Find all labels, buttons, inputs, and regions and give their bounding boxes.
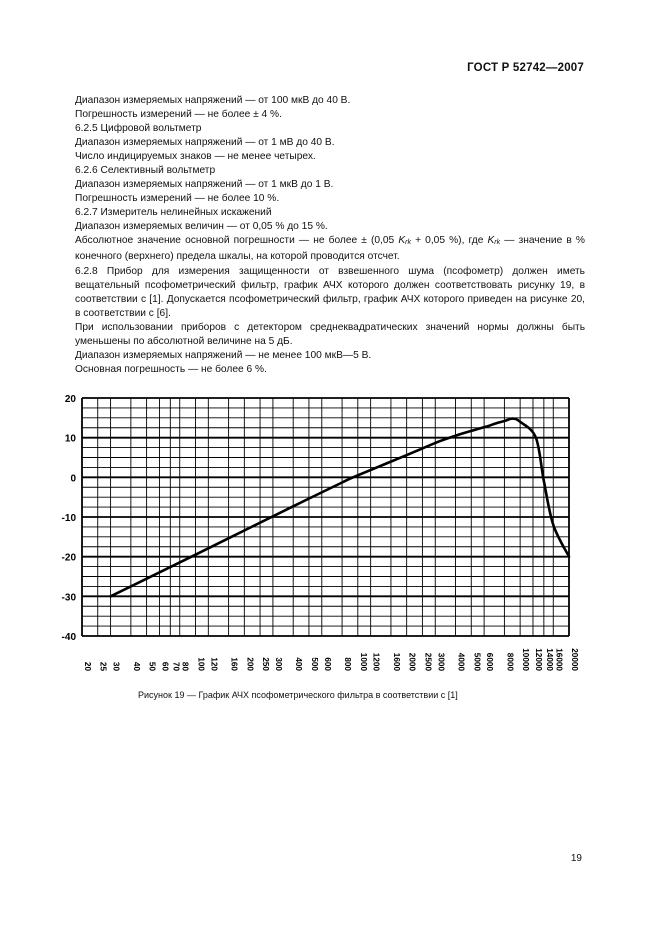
text-fragment: + 0,05 %), где [410,235,488,246]
symbol-subscript: rk [494,239,501,246]
document-header: ГОСТ Р 52742—2007 [467,62,584,74]
x-tick-label: 20000 [570,648,579,671]
x-tick-label: 80 [180,661,190,671]
x-tick-label: 3000 [436,652,446,671]
text-fragment: Абсолютное значение основной погрешности — не более ± (0,05 [75,235,399,246]
x-tick-label: 4000 [456,652,466,671]
x-tick-label: 16000 [554,648,564,671]
paragraph: Диапазон измеряемых напряжений — от 1 мВ до 40 В. [75,137,335,148]
x-tick-label: 1000 [358,652,368,671]
paragraph: Диапазон измеряемых напряжений — не менее 100 мкВ—5 В. [75,350,372,361]
paragraph: Диапазон измеряемых напряжений — от 100 мкВ до 40 В. [75,95,351,106]
section-heading: 6.2.6 Селективный вольтметр [75,165,216,176]
x-tick-label: 30 [111,661,121,671]
x-tick-label: 300 [273,657,283,671]
x-tick-label: 2500 [423,652,433,671]
x-tick-label: 400 [294,657,304,671]
x-tick-label: 250 [261,657,271,671]
paragraph-abs-error [75,234,585,264]
x-tick-label: 25 [98,661,108,671]
x-tick-label: 10000 [521,648,531,671]
x-tick-label: 200 [245,657,255,671]
x-tick-label: 40 [131,661,141,671]
y-tick-label: -10 [61,513,76,524]
paragraph: Диапазон измеряемых величин — от 0,05 % до 15 %. [75,221,328,232]
x-tick-label: 800 [343,657,353,671]
x-tick-label: 2000 [407,652,417,671]
y-tick-label: 10 [64,433,76,445]
section-heading: 6.2.5 Цифровой вольтметр [75,123,202,134]
x-tick-label: 60 [160,661,170,671]
frequency-response-chart [0,388,661,688]
x-tick-label: 5000 [472,652,482,671]
paragraph: Основная погрешность — не более 6 %. [75,364,267,375]
paragraph: Погрешность измерений — не более ± 4 %. [75,109,282,120]
x-tick-label: 500 [309,657,319,671]
y-tick-label: 20 [64,394,76,405]
x-tick-label: 8000 [505,652,515,671]
symbol-subscript: rk [405,239,411,246]
x-tick-label: 6000 [485,652,495,671]
paragraph: Число индицируемых знаков — не менее четырех. [75,151,316,162]
body-text [75,94,585,377]
x-tick-label: 120 [209,657,219,671]
y-tick-label: -20 [61,552,76,564]
x-tick-label: 70 [171,661,181,671]
paragraph: Погрешность измерений — не более 10 %. [75,193,280,204]
figure-caption: Рисунок 19 — График АЧХ псофометрического фильтра в соответствии с [1] [138,690,458,700]
x-tick-label: 100 [196,657,206,671]
x-tick-label: 12000 [533,648,543,671]
page-number: 19 [570,853,582,864]
x-tick-label: 50 [147,661,157,671]
x-tick-label: 160 [229,657,239,671]
symbol-k: K [398,235,406,246]
y-tick-label: -40 [61,632,76,643]
paragraph-rms: При использовании приборов с детектором среднеквадратических значений нормы должны быть уменьшены по абсолютной величине на 5 дБ. [75,322,585,347]
section-heading: 6.2.7 Измеритель нелинейных искажений [75,207,272,218]
x-tick-label: 1600 [391,652,401,671]
x-tick-label: 20 [83,661,92,671]
x-tick-label: 1200 [371,652,381,671]
symbol-k: K [487,235,495,246]
paragraph: Диапазон измеряемых напряжений — от 1 мкВ до 1 В. [75,179,334,190]
y-tick-label: 0 [70,473,76,485]
x-tick-label: 600 [322,657,332,671]
x-tick-label: 14000 [544,648,554,671]
paragraph-6-2-8: 6.2.8 Прибор для измерения защищенности от взвешенного шума (псофометр) должен иметь вещательный псофометрический фильтр, график АЧХ которого должен соответствовать рисунку 19, в соответствии с [1]. Допускается псофометрический фильтр, график АЧХ которого приведен на рисунке 20, в соответствии с [6]. [75,266,585,319]
y-tick-label: -30 [61,592,76,604]
text-fragment: — значение в % конечного (верхнего) предела шкалы, на которой проводится отсчет. [75,235,585,262]
